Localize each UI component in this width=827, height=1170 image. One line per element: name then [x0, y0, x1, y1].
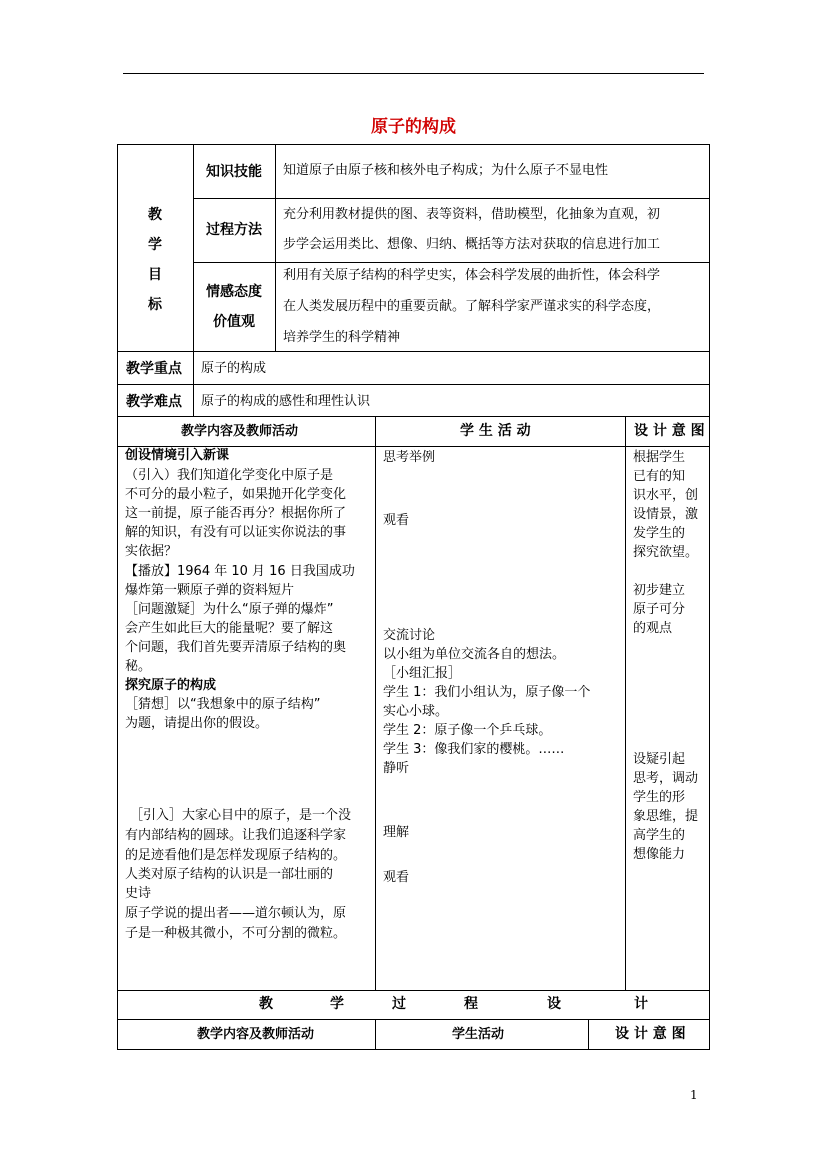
key-point-label: 教学重点 [126, 361, 182, 377]
teacher-line: 会产生如此巨大的能量呢？要了解这 [125, 621, 334, 636]
header-rule [123, 73, 704, 74]
design-line: 设情景，激 [633, 507, 699, 522]
teacher-line: 解的知识，有没有可以证实你说法的事 [125, 525, 347, 540]
process-header-char: 过 [392, 996, 406, 1012]
process-header-char: 教 [259, 996, 273, 1012]
student-line: 理解 [383, 825, 410, 840]
header-student-activity: 学 生 活 动 [460, 423, 531, 439]
process-header-char: 学 [330, 996, 344, 1012]
student-line: 思考举例 [383, 450, 436, 465]
teacher-line: 实依据？ [125, 544, 178, 559]
process-header-char: 设 [547, 996, 561, 1012]
page-title: 原子的构成 [371, 117, 456, 137]
teacher-line: 不可分的最小粒子，如果抛开化学变化 [125, 487, 347, 502]
section-heading: 探究原子的构成 [125, 678, 217, 693]
page-number: 1 [690, 1088, 698, 1102]
teacher-line: ［引入］大家心目中的原子，是一个没 [130, 808, 352, 823]
design-line: 识水平，创 [633, 488, 699, 503]
student-line: 学生 2：原子像一个乒乓球。 [383, 723, 552, 738]
design-line: 象思维，提 [633, 809, 699, 824]
teacher-line: 【播放】1964 年 10 月 16 日我国成功 [125, 564, 355, 579]
objectives-label-char: 学 [148, 237, 162, 253]
student-line: 观看 [383, 870, 410, 885]
key-point-text: 原子的构成 [201, 361, 267, 376]
teacher-line: ［猜想］以“我想象中的原子结构” [125, 697, 321, 712]
teacher-line: 的足迹看他们是怎样发现原子结构的。 [125, 848, 347, 863]
teacher-line: 人类对原子结构的认识是一部壮丽的 [125, 867, 334, 882]
objective-text-knowledge: 知道原子由原子核和核外电子构成；为什么原子不显电性 [283, 163, 609, 178]
design-line: 高学生的 [633, 828, 686, 843]
student-line: 观看 [383, 513, 410, 528]
objective-text-process: 步学会运用类比、想像、归纳、概括等方法对获取的信息进行加工 [283, 237, 661, 252]
objective-label-attitude: 价值观 [213, 314, 255, 330]
student-line: 学生 3：像我们家的樱桃。…… [383, 742, 565, 757]
teacher-line: 秘。 [125, 659, 152, 674]
student-line: 交流讨论 [383, 628, 436, 643]
design-line: 发学生的 [633, 526, 686, 541]
objective-label-knowledge: 知识技能 [206, 164, 262, 180]
design-line: 想像能力 [633, 847, 686, 862]
objective-label-attitude: 情感态度 [206, 284, 262, 300]
teacher-line: 个问题，我们首先要弄清原子结构的奥 [125, 640, 347, 655]
design-line: 学生的形 [633, 790, 686, 805]
teacher-line: 子是一种极其微小，不可分割的微粒。 [125, 926, 347, 941]
difficulty-label: 教学难点 [126, 394, 182, 410]
design-line: 思考，调动 [633, 771, 699, 786]
teacher-line: 为题，请提出你的假设。 [125, 716, 269, 731]
design-line: 初步建立 [633, 583, 686, 598]
design-line: 原子可分 [633, 602, 686, 617]
header-teacher-activity: 教学内容及教师活动 [181, 424, 299, 439]
objectives-label-char: 教 [148, 207, 162, 223]
teacher-line: （引入）我们知道化学变化中原子是 [125, 468, 334, 483]
student-line: ［小组汇报］ [383, 666, 462, 681]
design-line: 设疑引起 [633, 752, 686, 767]
objective-text-attitude: 利用有关原子结构的科学史实，体会科学发展的曲折性，体会科学 [283, 268, 661, 283]
bottom-header-design: 设 计 意 图 [615, 1026, 686, 1042]
student-line: 学生 1：我们小组认为，原子像一个 [383, 685, 591, 700]
header-design-intent: 设 计 意 图 [634, 423, 705, 439]
objective-text-process: 充分利用教材提供的图、表等资料，借助模型，化抽象为直观，初 [283, 207, 661, 222]
objective-text-attitude: 培养学生的科学精神 [283, 330, 401, 345]
teacher-line: 这一前提，原子能否再分？根据你所了 [125, 506, 347, 521]
difficulty-text: 原子的构成的感性和理性认识 [201, 394, 371, 409]
teacher-line: 原子学说的提出者——道尔顿认为，原 [125, 906, 347, 921]
objectives-label [117, 200, 193, 320]
objective-label-process: 过程方法 [206, 222, 262, 238]
student-line: 实心小球。 [383, 704, 449, 719]
design-line: 根据学生 [633, 450, 686, 465]
bottom-header-student: 学生活动 [452, 1027, 505, 1042]
design-line: 探究欲望。 [633, 545, 699, 560]
objective-text-attitude: 在人类发展历程中的重要贡献。了解科学家严谨求实的科学态度， [283, 299, 661, 314]
teacher-line: 有内部结构的圆球。让我们追逐科学家 [125, 828, 347, 843]
teacher-line: ［问题激疑］为什么“原子弹的爆炸” [125, 602, 334, 617]
process-header-char: 程 [464, 996, 478, 1012]
design-line: 的观点 [633, 621, 673, 636]
teacher-line: 爆炸第一颗原子弹的资料短片 [125, 583, 295, 598]
section-heading: 创设情境引入新课 [125, 448, 230, 463]
student-line: 静听 [383, 761, 410, 776]
bottom-header-teacher: 教学内容及教师活动 [197, 1027, 315, 1042]
objectives-label-char: 目 [148, 267, 162, 283]
teacher-line: 史诗 [125, 886, 152, 901]
student-line: 以小组为单位交流各自的想法。 [383, 647, 566, 662]
objectives-label-char: 标 [148, 297, 162, 313]
design-line: 已有的知 [633, 469, 686, 484]
process-header-char: 计 [634, 996, 648, 1012]
